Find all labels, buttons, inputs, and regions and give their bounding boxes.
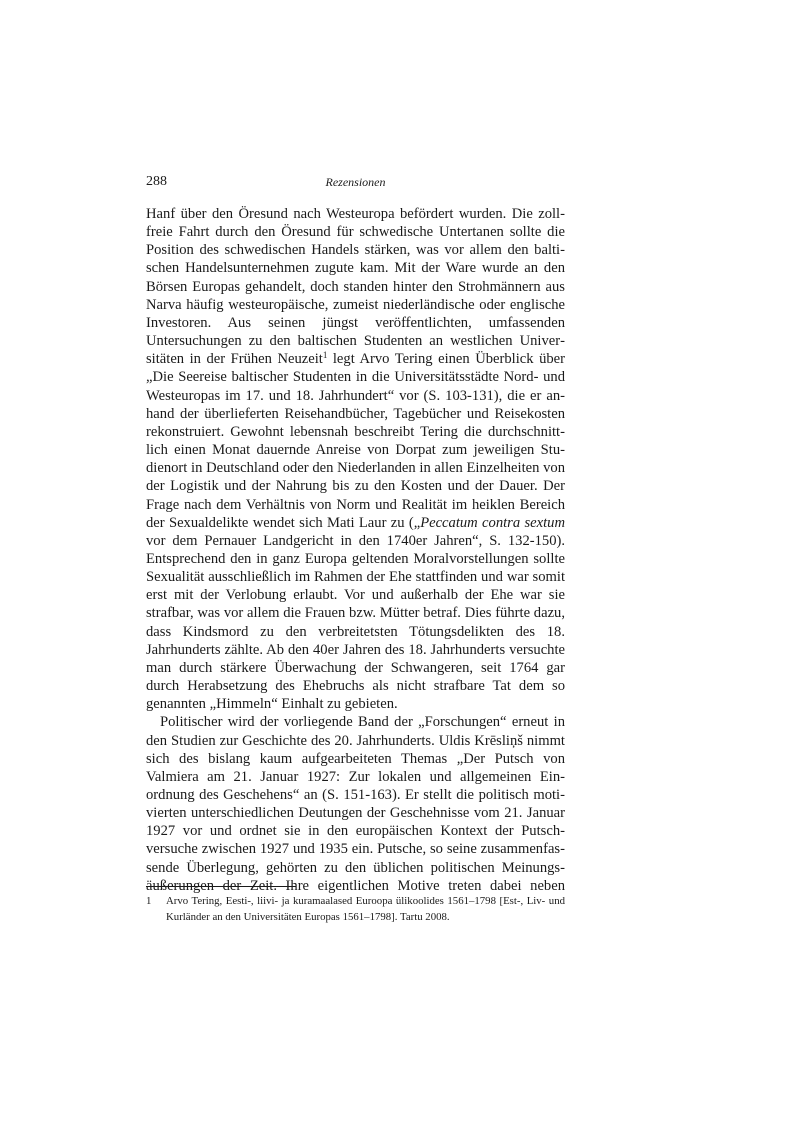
paragraph-1-part-c: vor dem Pernauer Landgericht in den 1740er Jahren“, S. 132-150). Entsprechend den in ganz Europa geltenden Moralvorstellungen sollte Sexualität ausschließlich im Rahmen der Ehe stattfinden und war somit erst mit der Verlobung erlaubt. Vor und außerhalb der Ehe war sie strafbar, was vor allem die Frauen bzw. Mütter betraf. Dies führte dazu, dass Kindsmord zu den verbreitetsten Tötungsdelikten des 18. Jahrhunderts zählte. Ab den 40er Jahren des 18. Jahrhunderts versuchte man durch stärkere Überwachung der Schwangeren, seit 1764 gar durch Herabsetzung des Ehebruchs als nicht strafbare Tat dem so genannten „Himmeln“ Einhalt zu gebieten.: [146, 532, 565, 713]
italic-title: Peccatum contra sextum: [420, 514, 565, 531]
footnote-rule: [146, 886, 296, 887]
paragraph-1-part-a: Hanf über den Öresund nach Westeuropa befördert wurden. Die zollfreie Fahrt durch den Öresund für schwedische Untertanen sollte die Position des schwedischen Handels stärken, was vor allem den baltischen Handelsunternehmen zugute kam. Mit der Ware wurde an den Börsen Europas gehandelt, doch standen hinter den Strohmännern aus Narva häufig westeuropäische, zumeist niederländische oder englische Investoren. Aus seinen jüngst veröffentlichten, umfassenden Untersuchungen zu den baltischen Studenten an westlichen Universitäten in der Frühen Neuzeit: [146, 206, 565, 368]
paragraph-1-part-b: legt Arvo Tering einen Überblick über „Die Seereise baltischer Studenten in die Universitätsstädte Nord- und Westeuropas im 17. und 18. Jahrhundert“ vor (S. 103-131), die er anhand der überlieferten Reisehandbücher, Tagebücher und Reisekosten rekonstruiert. Gewohnt lebensnah beschreibt Tering die durchschnittlich einen Monat dauernde Anreise von Dorpat zum jeweiligen Studienort in Deutschland oder den Niederlanden in allen Einzelheiten von der Logistik und der Nahrung bis zu den Kosten und der Dauer. Der Frage nach dem Verhältnis von Norm und Realität im heiklen Bereich der Sexualdelikte wendet sich Mati Laur zu („: [146, 351, 566, 531]
body-text: [146, 205, 565, 895]
paragraph-2: Politischer wird der vorliegende Band der „Forschungen“ erneut in den Studien zur Geschichte des 20. Jahrhunderts. Uldis Krēsliņš nimmt sich des bislang kaum aufgearbeiteten Themas „Der Putsch von Valmiera am 21. Januar 1927: Zur lokalen und allgemeinen Einordnung des Geschehens“ an (S. 151-163). Er stellt die politisch motivierten unterschiedlichen Deutungen der Geschehnisse vom 21. Januar 1927 vor und ordnet sie in den europäischen Kontext der Putschversuche zwischen 1927 und 1935 ein. Putsche, so seine zusammenfassende Überlegung, gehörten zu den üblichen politischen Meinungsäußerungen der Zeit. Ihre eigentlichen Motive treten dabei neben: [146, 714, 565, 894]
page-header: [146, 174, 565, 194]
footnote-reference: 1: [322, 350, 328, 361]
footnote-text: Arvo Tering, Eesti-, liivi- ja kuramaalased Euroopa ülikoolides 1561–1798 [Est-, Liv- und Kurländer an den Universitäten Europas 1561–1798]. Tartu 2008.: [166, 895, 565, 923]
running-head: Rezensionen: [325, 175, 386, 189]
page-number: 288: [146, 174, 167, 189]
footnote-mark: 1: [146, 895, 152, 907]
paragraph-1: [146, 205, 565, 713]
footnote: [146, 894, 565, 925]
